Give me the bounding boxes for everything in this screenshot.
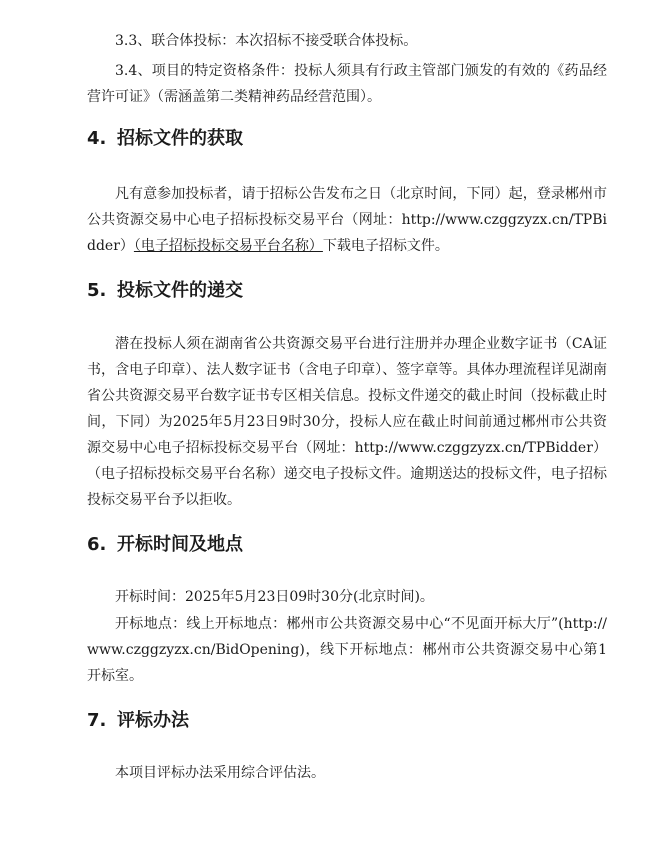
- heading-number: 6.: [87, 534, 107, 555]
- opening-time: 开标时间：2025年5月23日09时30分(北京时间)。: [115, 589, 434, 605]
- heading-number: 5.: [87, 280, 107, 301]
- paragraph-text-end: 下载电子招标文件。: [322, 238, 449, 254]
- heading-section-5: [87, 279, 243, 303]
- heading-title: 招标文件的获取: [117, 128, 243, 149]
- heading-number: 7.: [87, 710, 107, 731]
- clause-3-3: 3.3、联合体投标：本次招标不接受联合体投标。: [115, 33, 418, 49]
- heading-title: 投标文件的递交: [117, 280, 243, 301]
- heading-section-6: [87, 533, 243, 557]
- platform-name-underlined: （电子招标投标交易平台名称）: [133, 238, 323, 254]
- heading-number: 4.: [87, 128, 107, 149]
- heading-title: 评标办法: [117, 710, 189, 731]
- heading-section-7: [87, 709, 189, 733]
- heading-section-4: [87, 127, 243, 151]
- paragraph-text: 凡有意参加投标者，请于招标公告发布之日（北京时间，下同）起，登录郴州市公共资源交易中心电子招标投标交易平台（网址：http://www.czggzyzx.cn/TPBidder）: [87, 186, 607, 254]
- clause-3-4: 3.4、项目的特定资格条件：投标人须具有行政主管部门颁发的有效的《药品经营许可证》（需涵盖第二类精神药品经营范围）。: [87, 63, 607, 105]
- heading-title: 开标时间及地点: [117, 534, 243, 555]
- opening-place: 开标地点：线上开标地点：郴州市公共资源交易中心“不见面开标大厅”(http://www.czggzyzx.cn/BidOpening)，线下开标地点：郴州市公共资源交易中心第1开标室。: [87, 616, 607, 684]
- paragraph-section-4: [87, 181, 607, 259]
- paragraph-section-5: 潜在投标人须在湖南省公共资源交易平台进行注册并办理企业数字证书（CA证书，含电子印章）、法人数字证书（含电子印章）、签字章等。具体办理流程详见湖南省公共资源交易平台数字证书专区相关信息。投标文件递交的截止时间（投标截止时间，下同）为2025年5月23日9时30分，投标人应在截止时间前通过郴州市公共资源交易中心电子招标投标交易平台（网址：http://www.czggzyzx.cn/TPBidder）（电子招标投标交易平台名称）递交电子投标文件。逾期送达的投标文件，电子招标投标交易平台予以拒收。: [87, 336, 607, 508]
- evaluation-method: 本项目评标办法采用综合评估法。: [115, 765, 325, 781]
